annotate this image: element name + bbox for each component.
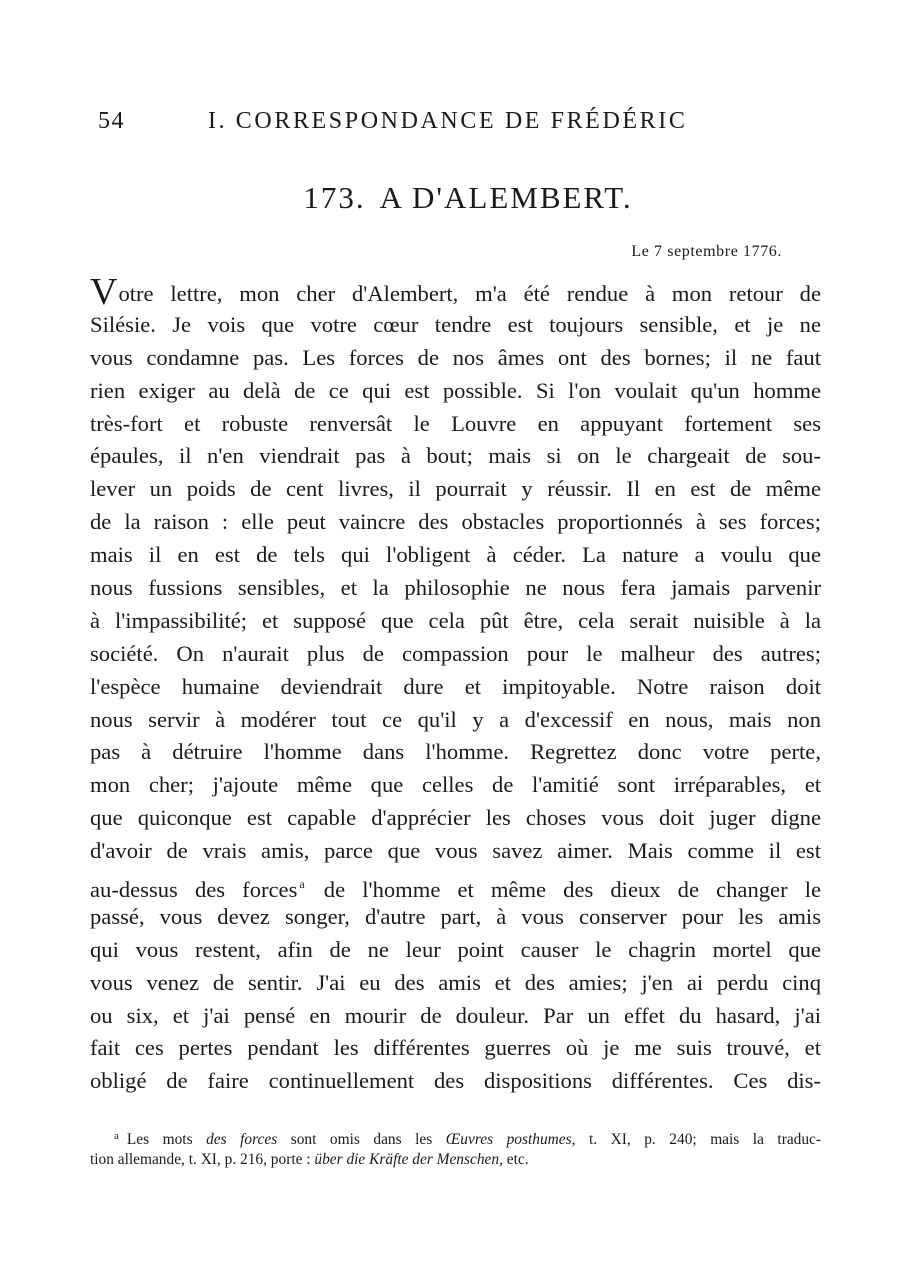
text-line: obligé de faire continuellement des dispositions différentes. Ces dis- <box>90 1068 821 1094</box>
running-head <box>98 108 818 140</box>
text-line: de la raison : elle peut vaincre des obstacles proportionnés à ses forces; <box>90 509 821 535</box>
running-title: I. CORRESPONDANCE DE FRÉDÉRIC <box>208 108 688 134</box>
letter-body <box>90 271 822 1098</box>
text-line: vous condamne pas. Les forces de nos âmes ont des bornes; il ne faut <box>90 344 821 370</box>
footnote-text: , etc. <box>499 1151 529 1168</box>
text-line: vous venez de sentir. J'ai eu des amis et des amies; j'en ai perdu cinq <box>90 969 821 995</box>
footnote-text: sont omis dans les <box>277 1131 446 1148</box>
text-segment: de l'homme et même des dieux de changer le <box>306 877 822 903</box>
text-line: société. On n'aurait plus de compassion pour le malheur des autres; <box>90 640 821 666</box>
text-line: l'espèce humaine deviendrait dure et impitoyable. Notre raison doit <box>90 673 821 699</box>
text-line: nous fussions sensibles, et la philosophie ne nous fera jamais parvenir <box>90 575 821 601</box>
text-line: ou six, et j'ai pensé en mourir de douleur. Par un effet du hasard, j'ai <box>90 1002 821 1028</box>
text-line: lever un poids de cent livres, il pourrait y réussir. Il en est de même <box>90 476 821 502</box>
text-line: passé, vous devez songer, d'autre part, à vous conserver pour les amis <box>90 903 821 929</box>
text-line: épaules, il n'en viendrait pas à bout; mais si on le chargeait de sou- <box>90 443 821 469</box>
footnote-italic: Œuvres posthumes <box>445 1131 572 1148</box>
text-line: rien exiger au delà de ce qui est possible. Si l'on voulait qu'un homme <box>90 377 821 403</box>
text-line: pas à détruire l'homme dans l'homme. Regrettez donc votre perte, <box>90 739 821 765</box>
text-line: qui vous restent, afin de ne leur point causer le chagrin mortel que <box>90 936 821 962</box>
text-line <box>90 271 821 313</box>
footnote-text: , t. XI, p. 240; mais la traduc- <box>571 1131 822 1148</box>
letter-recipient: A D'ALEMBERT. <box>379 180 633 215</box>
drop-cap: V <box>90 271 118 313</box>
text-line: très-fort et robuste renversât le Louvre en appuyant fortement ses <box>90 410 821 436</box>
text-line: mon cher; j'ajoute même que celles de l'amitié sont irréparables, et <box>90 772 821 798</box>
text-line: fait ces pertes pendant les différentes guerres où je me suis trouvé, et <box>90 1035 821 1061</box>
text-line: à l'impassibilité; et supposé que cela pût être, cela serait nuisible à la <box>90 607 821 633</box>
letter-heading <box>18 180 900 216</box>
text-line: nous servir à modérer tout ce qu'il y a d'excessif en nous, mais non <box>90 706 821 732</box>
footnote-italic: über die Kräfte der Menschen <box>314 1151 500 1168</box>
letter-date: Le 7 septembre 1776. <box>631 243 782 260</box>
footnote-italic: des forces <box>206 1131 278 1148</box>
page-number: 54 <box>98 108 125 134</box>
text-segment: au-dessus des forces <box>90 877 298 903</box>
footnote-marker: a <box>114 1130 119 1142</box>
footnote-text: Les mots <box>126 1131 207 1148</box>
footnote-line <box>90 1148 821 1172</box>
text-line: que quiconque est capable d'apprécier les choses vous doit juger digne <box>90 805 821 831</box>
text-line: Silésie. Je vois que votre cœur tendre est toujours sensible, et je ne <box>90 311 821 337</box>
footnote-text: tion allemande, t. XI, p. 216, porte : <box>90 1151 315 1168</box>
first-line-text: otre lettre, mon cher d'Alembert, m'a été rendue à mon retour de <box>118 281 821 306</box>
footnote-reference: a <box>299 877 305 892</box>
text-line: d'avoir de vrais amis, parce que vous savez aimer. Mais comme il est <box>90 838 821 864</box>
footnote <box>90 1124 821 1172</box>
text-line: mais il en est de tels qui l'obligent à céder. La nature a voulu que <box>90 542 821 568</box>
footnote-line <box>90 1124 821 1148</box>
text-line <box>90 868 821 901</box>
letter-number: 173. <box>303 180 366 215</box>
